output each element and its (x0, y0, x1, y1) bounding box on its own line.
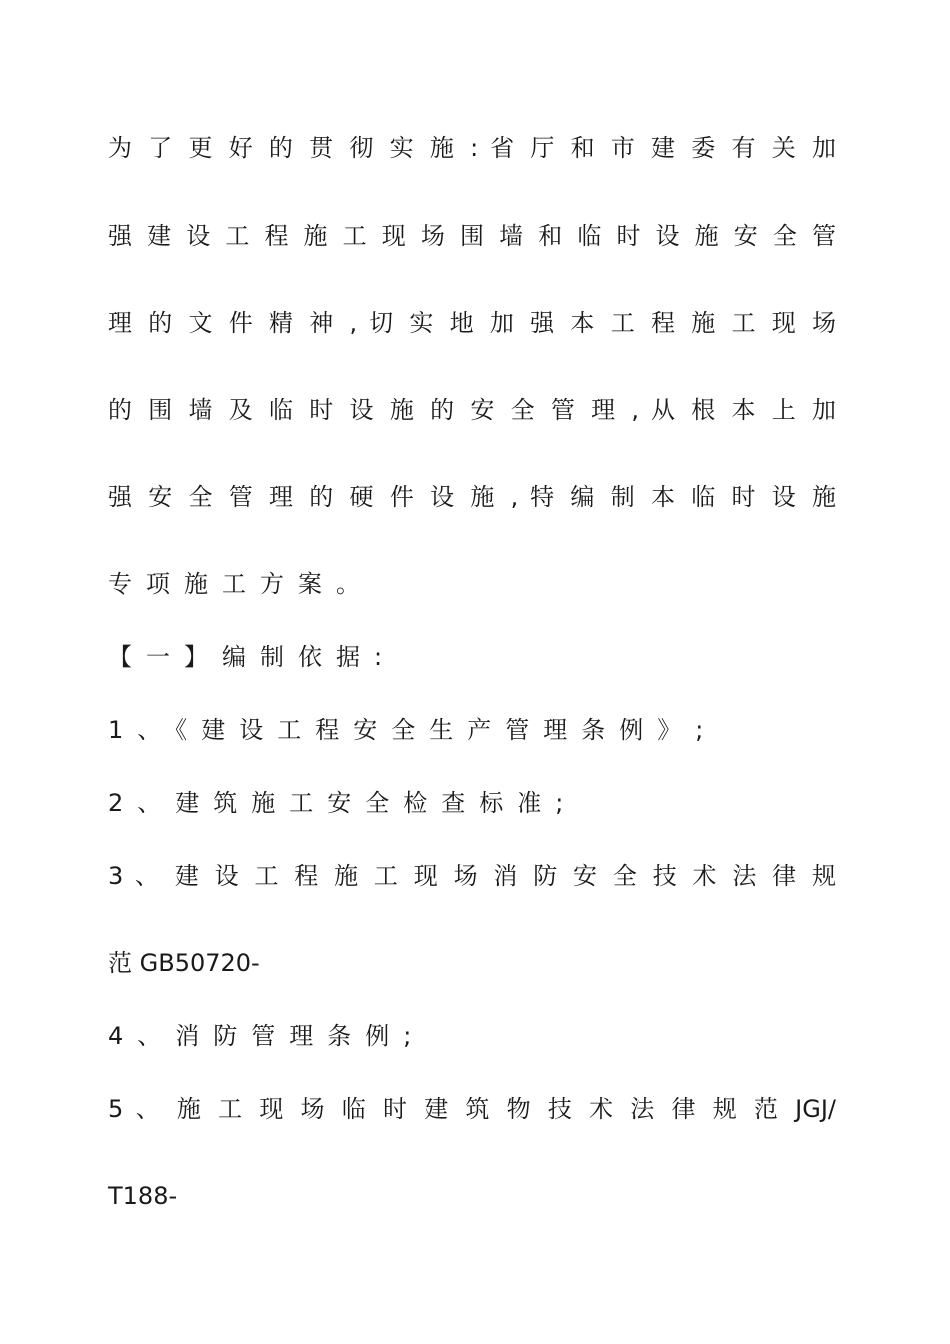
list-item-4: 4、消防管理条例; (108, 1022, 426, 1050)
list-item-3: 3 、 建 设 工 程 施 工 现 场 消 防 安 全 技 术 法 律 规 (108, 862, 836, 890)
paragraph-line-5: 强 安 全 管 理 的 硬 件 设 施 , 特 编 制 本 临 时 设 施 (108, 483, 836, 511)
list-item-3-continuation: 范 GB50720- (108, 949, 260, 977)
list-item-5-continuation: T188- (108, 1182, 178, 1210)
paragraph-line-1: 为 了 更 好 的 贯 彻 实 施 : 省 厅 和 市 建 委 有 关 加 (108, 134, 836, 162)
list-item-5: 5 、 施 工 现 场 临 时 建 筑 物 技 术 法 律 规 范 JGJ/ (108, 1095, 836, 1123)
paragraph-line-6: 专项施工方案。 (108, 570, 374, 598)
paragraph-line-3: 理 的 文 件 精 神 , 切 实 地 加 强 本 工 程 施 工 现 场 (108, 309, 836, 337)
list-item-2: 2、建筑施工安全检查标准; (108, 789, 578, 817)
paragraph-line-2: 强 建 设 工 程 施 工 现 场 围 墙 和 临 时 设 施 安 全 管 (108, 222, 836, 250)
list-item-1: 1、《建设工程安全生产管理条例》; (108, 716, 718, 744)
section-heading: 【一】编制依据: (108, 643, 397, 671)
paragraph-line-4: 的 围 墙 及 临 时 设 施 的 安 全 管 理 , 从 根 本 上 加 (108, 396, 836, 424)
